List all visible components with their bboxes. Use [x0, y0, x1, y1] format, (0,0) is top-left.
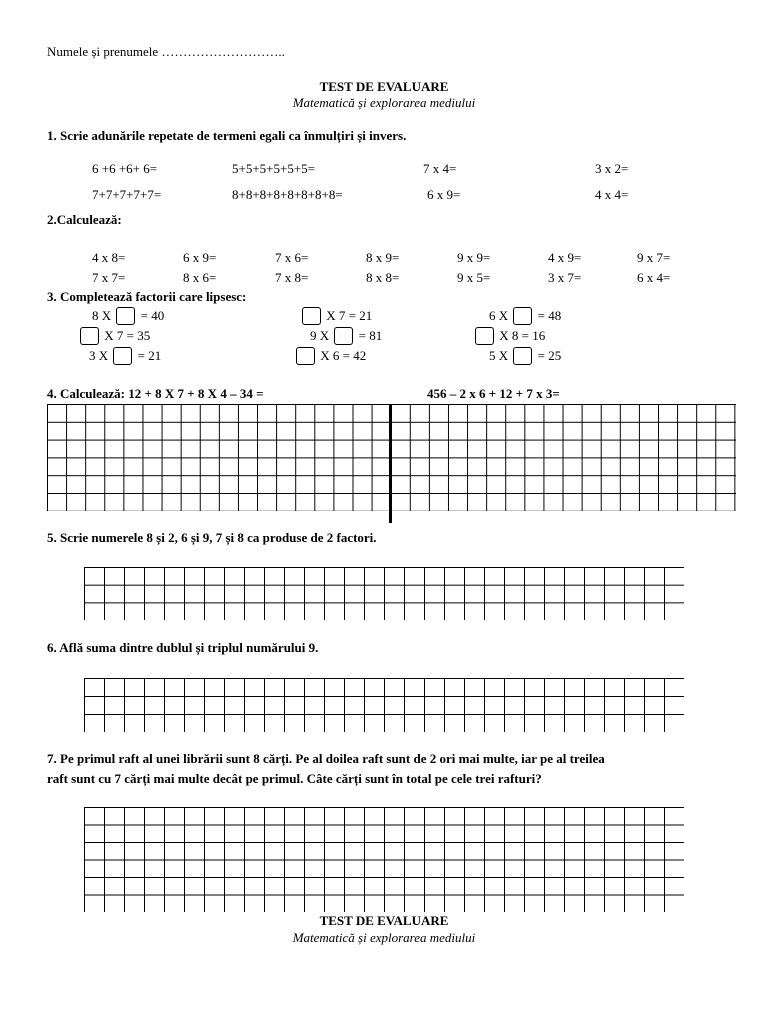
q3-right-part: = 40 — [140, 308, 165, 323]
blank-factor-box[interactable] — [80, 327, 99, 345]
q3-right-part: = 48 — [537, 308, 562, 323]
q3-left-factor: 3 X — [89, 348, 109, 363]
q3-equation — [92, 307, 164, 325]
blank-factor-box[interactable] — [513, 347, 532, 365]
question-1-text: 1. Scrie adunările repetate de termeni egali ca înmulțiri și invers. — [47, 128, 407, 143]
page-title: TEST DE EVALUARE — [319, 79, 449, 94]
blank-factor-box[interactable] — [334, 327, 353, 345]
question-2-text: 2.Calculează: — [47, 212, 122, 227]
q1-exercise: 4 x 4= — [595, 187, 629, 202]
q2-exercise: 8 x 8= — [366, 270, 400, 285]
name-field-label: Numele și prenumele ……………………….. — [47, 44, 285, 59]
q3-right-part: = 25 — [537, 348, 562, 363]
blank-factor-box[interactable] — [302, 307, 321, 325]
q3-right-part: X 8 = 16 — [499, 328, 546, 343]
question-3-text: 3. Completează factorii care lipsesc: — [47, 289, 247, 304]
q2-exercise: 6 x 4= — [637, 270, 671, 285]
q2-exercise: 3 x 7= — [548, 270, 582, 285]
q3-equation — [473, 327, 545, 345]
q2-exercise: 8 x 6= — [183, 270, 217, 285]
q1-exercise: 8+8+8+8+8+8+8+8= — [232, 187, 343, 202]
blank-factor-box[interactable] — [113, 347, 132, 365]
footer-subtitle: Matematică și explorarea mediului — [292, 930, 476, 945]
q1-exercise: 7+7+7+7+7= — [92, 187, 162, 202]
answer-grid-q6[interactable] — [84, 678, 684, 732]
q2-exercise: 4 x 8= — [92, 250, 126, 265]
q3-right-part: X 7 = 21 — [326, 308, 373, 323]
answer-grid-q7[interactable] — [84, 807, 684, 912]
q3-equation — [489, 307, 561, 325]
q3-equation — [89, 347, 161, 365]
q3-left-factor: 9 X — [310, 328, 330, 343]
q2-exercise: 6 x 9= — [183, 250, 217, 265]
q3-left-factor: 8 X — [92, 308, 112, 323]
q2-exercise: 9 x 7= — [637, 250, 671, 265]
q3-left-factor: 5 X — [489, 348, 509, 363]
q3-equation — [78, 327, 150, 345]
blank-factor-box[interactable] — [475, 327, 494, 345]
page-subtitle: Matematică și explorarea mediului — [292, 95, 476, 110]
q1-exercise: 7 x 4= — [423, 161, 457, 176]
q1-exercise: 6 +6 +6+ 6= — [92, 161, 158, 176]
q2-exercise: 7 x 8= — [275, 270, 309, 285]
grid-divider — [389, 404, 392, 523]
q3-equation — [310, 327, 382, 345]
blank-factor-box[interactable] — [116, 307, 135, 325]
q2-exercise: 9 x 5= — [457, 270, 491, 285]
q3-right-part: X 6 = 42 — [320, 348, 367, 363]
q3-right-part: = 21 — [137, 348, 162, 363]
q2-exercise: 4 x 9= — [548, 250, 582, 265]
q3-equation — [489, 347, 561, 365]
q1-exercise: 5+5+5+5+5+5= — [232, 161, 315, 176]
q3-right-part: X 7 = 35 — [104, 328, 151, 343]
question-7-text-line-1: 7. Pe primul raft al unei librării sunt 8 cărți. Pe al doilea raft sunt de 2 ori mai multe, iar pe al treilea — [47, 751, 605, 766]
question-4-expression-2: 456 – 2 x 6 + 12 + 7 x 3= — [427, 386, 560, 401]
question-4-text: 4. Calculează: 12 + 8 X 7 + 8 X 4 – 34 = — [47, 386, 264, 401]
q2-exercise: 7 x 6= — [275, 250, 309, 265]
q1-exercise: 6 x 9= — [427, 187, 461, 202]
q2-exercise: 8 x 9= — [366, 250, 400, 265]
q3-right-part: = 81 — [358, 328, 383, 343]
q3-equation — [300, 307, 372, 325]
question-5-text: 5. Scrie numerele 8 și 2, 6 și 9, 7 și 8 ca produse de 2 factori. — [47, 530, 377, 545]
q2-exercise: 7 x 7= — [92, 270, 126, 285]
q3-equation — [294, 347, 366, 365]
footer-title: TEST DE EVALUARE — [319, 913, 449, 928]
q2-exercise: 9 x 9= — [457, 250, 491, 265]
blank-factor-box[interactable] — [296, 347, 315, 365]
question-6-text: 6. Află suma dintre dublul și triplul numărului 9. — [47, 640, 319, 655]
q3-left-factor: 6 X — [489, 308, 509, 323]
question-7-text-line-2: raft sunt cu 7 cărți mai multe decât pe primul. Câte cărți sunt în total pe cele trei rafturi? — [47, 771, 542, 786]
blank-factor-box[interactable] — [513, 307, 532, 325]
answer-grid-q5[interactable] — [84, 567, 684, 620]
q1-exercise: 3 x 2= — [595, 161, 629, 176]
